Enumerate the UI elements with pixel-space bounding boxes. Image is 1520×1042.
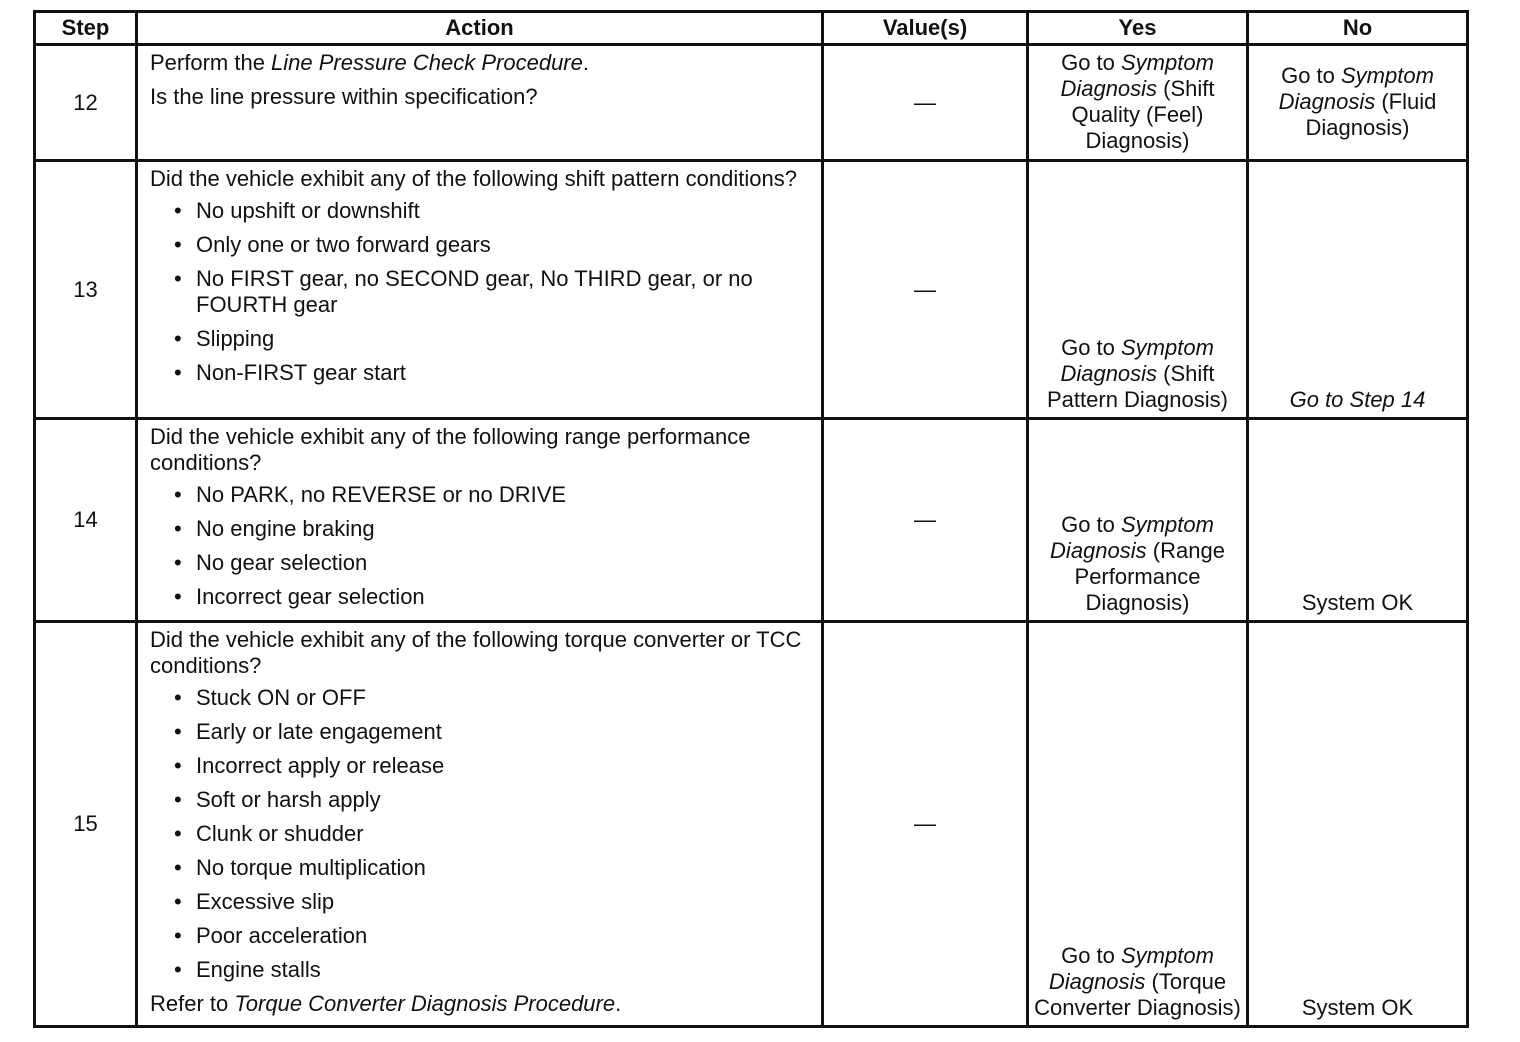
action-cell — [137, 161, 823, 419]
step-number: 12 — [35, 45, 137, 161]
action-text: . — [582, 50, 589, 75]
yes-link: Symptom Diagnosis — [1060, 335, 1214, 386]
step-number: 13 — [35, 161, 137, 419]
yes-text: (Torque Converter Diagnosis) — [1034, 969, 1241, 1020]
yes-cell — [1028, 622, 1248, 1027]
action-cell — [137, 419, 823, 622]
yes-text: (Shift Pattern Diagnosis) — [1047, 361, 1228, 412]
procedure-reference: Line Pressure Check Procedure — [271, 50, 583, 75]
list-item: • Incorrect apply or release — [150, 753, 813, 779]
list-item: • No upshift or downshift — [150, 198, 813, 224]
no-cell: System OK — [1248, 419, 1468, 622]
yes-link: Symptom Diagnosis — [1050, 512, 1214, 563]
action-text: . — [615, 991, 622, 1016]
table-row-step-12 — [35, 45, 1468, 161]
condition-list — [150, 685, 813, 983]
action-intro: Did the vehicle exhibit any of the following range performance conditions? — [150, 424, 751, 475]
table-row-step-14 — [35, 419, 1468, 622]
header-step: Step — [35, 12, 137, 45]
value-cell: — — [823, 45, 1028, 161]
procedure-reference: Torque Converter Diagnosis Procedure — [234, 991, 616, 1016]
action-intro: Did the vehicle exhibit any of the following torque converter or TCC conditions? — [150, 627, 802, 678]
list-item: • No PARK, no REVERSE or no DRIVE — [150, 482, 813, 508]
list-item: • Non-FIRST gear start — [150, 360, 813, 386]
condition-list — [150, 482, 813, 610]
yes-cell — [1028, 419, 1248, 622]
action-cell — [137, 45, 823, 161]
no-text: (Fluid Diagnosis) — [1305, 88, 1437, 140]
yes-link: Symptom Diagnosis — [1048, 943, 1214, 994]
yes-link: Symptom Diagnosis — [1060, 49, 1214, 101]
no-cell — [1248, 45, 1468, 161]
list-item: • Soft or harsh apply — [150, 787, 813, 813]
value-cell: — — [823, 419, 1028, 622]
action-line — [150, 50, 813, 76]
list-item: • Stuck ON or OFF — [150, 685, 813, 711]
list-item: • Only one or two forward gears — [150, 232, 813, 258]
action-text: Perform the — [150, 50, 272, 75]
list-item: • Poor acceleration — [150, 923, 813, 949]
yes-text: Go to — [1061, 943, 1121, 968]
yes-cell — [1028, 161, 1248, 419]
yes-text: (Shift Quality (Feel) Diagnosis) — [1071, 75, 1215, 153]
list-item: • Excessive slip — [150, 889, 813, 915]
condition-list — [150, 198, 813, 386]
step-number: 14 — [35, 419, 137, 622]
no-link: Symptom Diagnosis — [1278, 62, 1434, 114]
table-row-step-15 — [35, 622, 1468, 1027]
yes-text: Go to — [1061, 49, 1121, 75]
action-question: Is the line pressure within specification? — [150, 84, 538, 109]
table-row-step-13 — [35, 161, 1468, 419]
yes-text: Go to — [1061, 512, 1121, 537]
yes-cell — [1028, 45, 1248, 161]
list-item: • Engine stalls — [150, 957, 813, 983]
yes-text: (Range Performance Diagnosis) — [1074, 538, 1225, 615]
list-item: • Incorrect gear selection — [150, 584, 813, 610]
header-no: No — [1248, 12, 1468, 45]
action-intro: Did the vehicle exhibit any of the following shift pattern conditions? — [150, 166, 797, 191]
no-cell — [1248, 161, 1468, 419]
list-item: • No torque multiplication — [150, 855, 813, 881]
list-item: • Slipping — [150, 326, 813, 352]
list-item: • Clunk or shudder — [150, 821, 813, 847]
header-values: Value(s) — [823, 12, 1028, 45]
list-item: • Early or late engagement — [150, 719, 813, 745]
header-yes: Yes — [1028, 12, 1248, 45]
action-cell — [137, 622, 823, 1027]
list-item: • No FIRST gear, no SECOND gear, No THIRD gear, or no FOURTH gear — [150, 266, 813, 318]
header-action: Action — [137, 12, 823, 45]
value-cell: — — [823, 622, 1028, 1027]
no-text: Go to — [1281, 62, 1341, 88]
action-outro — [150, 991, 813, 1017]
header-row — [35, 12, 1468, 45]
action-text: Refer to — [150, 991, 235, 1016]
yes-text: Go to — [1061, 335, 1121, 360]
diagnostic-table — [33, 10, 1469, 1028]
value-cell: — — [823, 161, 1028, 419]
no-cell: System OK — [1248, 622, 1468, 1027]
no-link: Go to Step 14 — [1289, 387, 1426, 412]
list-item: • No gear selection — [150, 550, 813, 576]
step-number: 15 — [35, 622, 137, 1027]
list-item: • No engine braking — [150, 516, 813, 542]
